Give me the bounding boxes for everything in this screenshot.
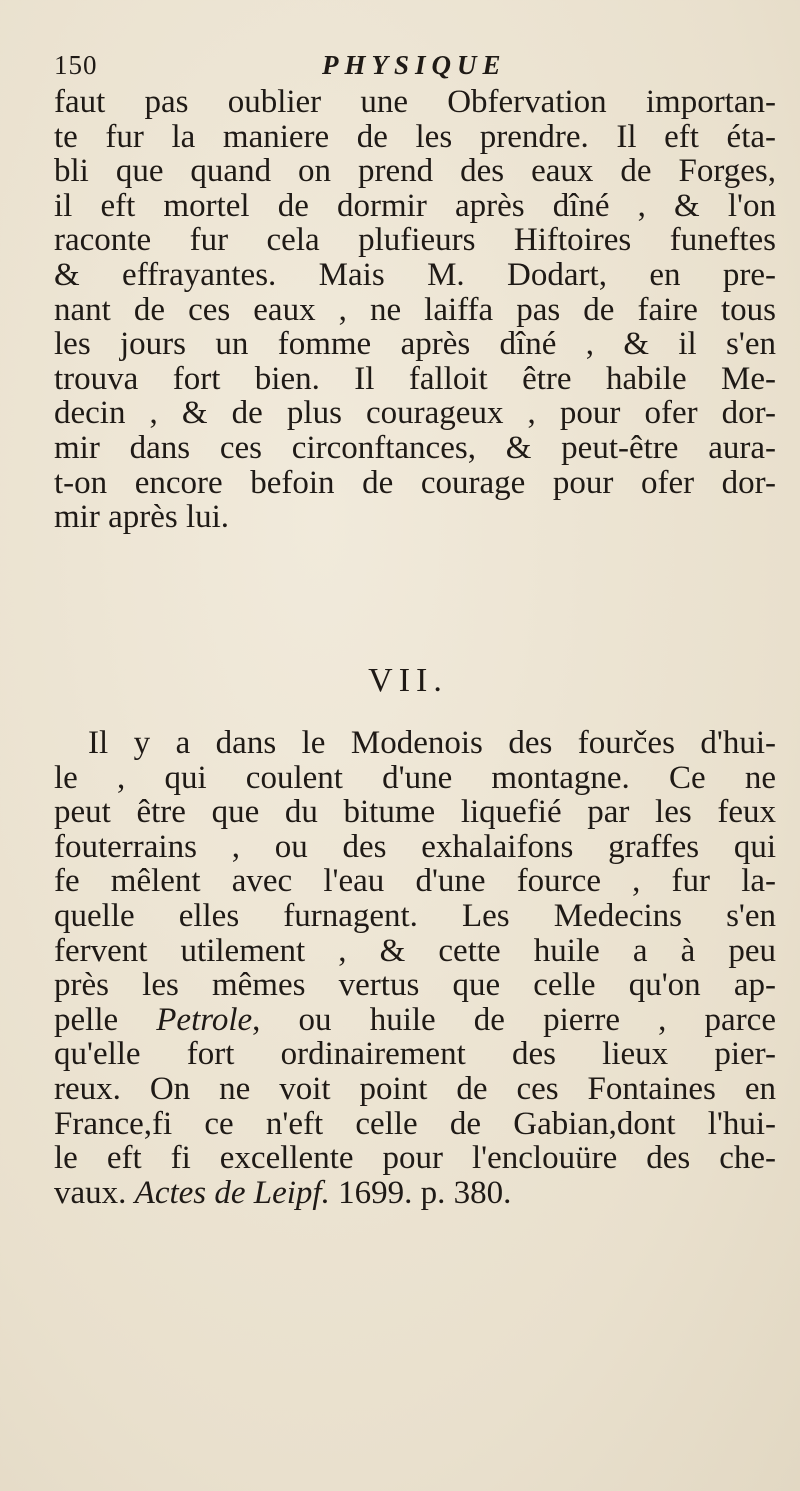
paragraph-modena-oil-springs — [54, 726, 776, 1210]
italic-term-petrole: Petrole — [156, 1001, 253, 1038]
text-line: le , qui coulent d'une montagne. Ce ne — [54, 759, 776, 796]
text-line: decin , & de plus courageux , pour ofer dor- — [54, 395, 776, 432]
text-line: bli que quand on prend des eaux de Forges, — [54, 153, 776, 190]
citation-source: Actes de Leipf. — [134, 1174, 330, 1211]
text-line: peut être que du bitume liquefié par les feux — [54, 794, 776, 831]
text-line: faut pas oublier une Obfervation importan- — [54, 84, 776, 120]
text-line: trouva fort bien. Il falloit être habile Me- — [54, 360, 776, 397]
text-line: les jours un fomme après dîné , & il s'en — [54, 326, 776, 363]
text-line: & effrayantes. Mais M. Dodart, en pre- — [54, 256, 776, 293]
text-line: mir après lui. — [54, 499, 230, 536]
text-line: mir dans ces circonftances, & peut-être aura- — [54, 429, 776, 466]
text-line: t-on encore befoin de courage pour ofer dor- — [54, 464, 776, 501]
text-line: fouterrains , ou des exhalaifons graffes qui — [54, 828, 776, 865]
text-line: le eft fi excellente pour l'enclouüre des che- — [54, 1140, 776, 1177]
text-line: te fur la maniere de les prendre. Il eft éta- — [54, 118, 776, 155]
text-line: reux. On ne voit point de ces Fontaines en — [54, 1070, 776, 1107]
text-line — [54, 1176, 776, 1211]
citation-reference: 1699. p. 380. — [329, 1174, 512, 1211]
section-heading: VII. — [368, 662, 448, 699]
text-fragment: , ou huile de pierre , parce — [252, 1001, 776, 1038]
text-line: il eft mortel de dormir après dîné , & l'on — [54, 187, 776, 224]
text-line: fe mêlent avec l'eau d'une fource , fur la- — [54, 863, 776, 900]
text-fragment: pelle — [54, 1001, 157, 1038]
text-line: Il y a dans le Modenois des fourčes d'hui- — [88, 725, 776, 761]
text-line: quelle elles furnagent. Les Medecins s'en — [54, 897, 776, 934]
text-fragment: vaux. — [54, 1174, 135, 1211]
text-line: près les mêmes vertus que celle qu'on ap- — [54, 967, 776, 1004]
text-line: raconte fur cela plufieurs Hiftoires funeftes — [54, 222, 776, 259]
page-number: 150 — [54, 50, 98, 80]
paragraph-forges-waters — [54, 85, 776, 535]
text-line — [54, 1003, 776, 1038]
running-title: PHYSIQUE — [322, 50, 507, 80]
text-line: France,fi ce n'eft celle de Gabian,dont l'hui- — [54, 1105, 776, 1142]
text-line: fervent utilement , & cette huile a à peu — [54, 932, 776, 969]
text-line: qu'elle fort ordinairement des lieux pier- — [54, 1036, 776, 1073]
text-line: nant de ces eaux , ne laiffa pas de faire tous — [54, 291, 776, 328]
